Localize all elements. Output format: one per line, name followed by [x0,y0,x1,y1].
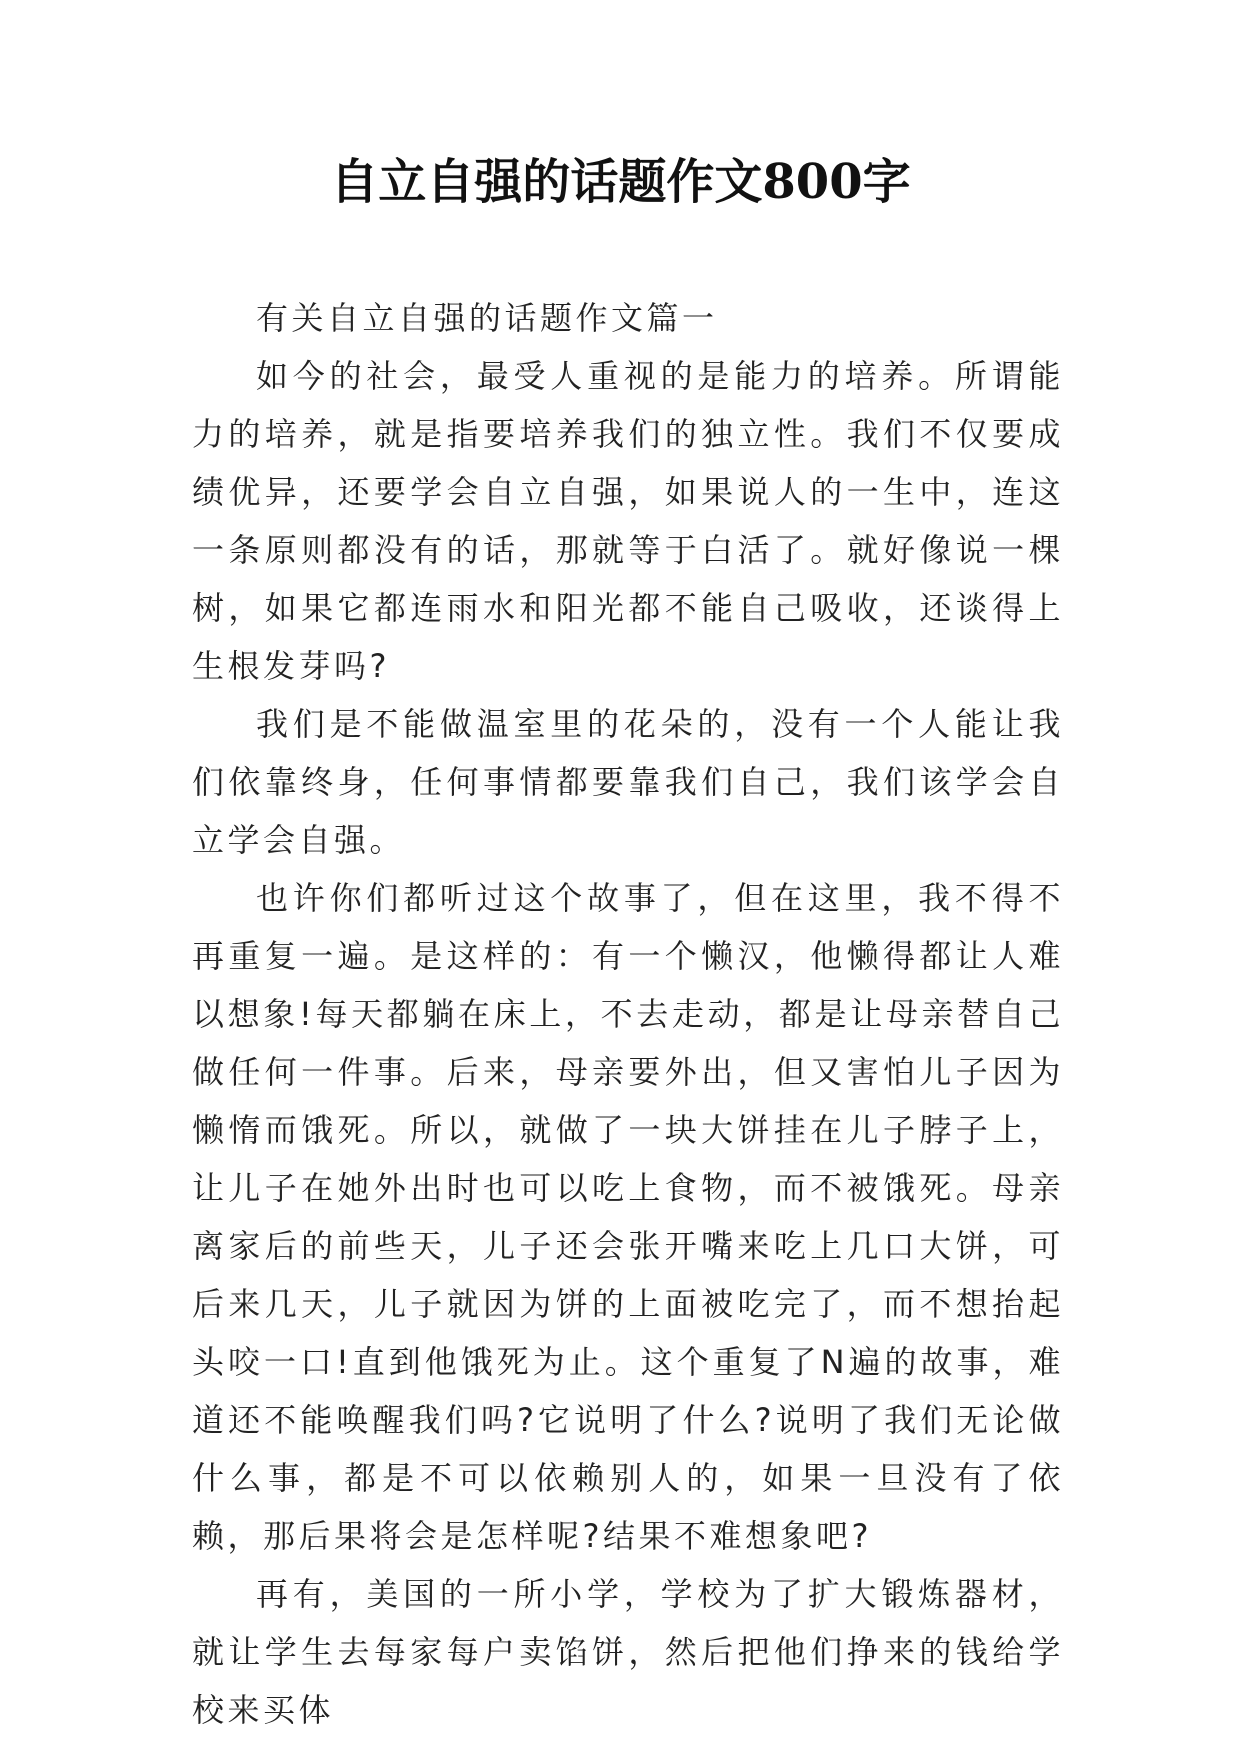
body-paragraph: 也许你们都听过这个故事了，但在这里，我不得不再重复一遍。是这样的：有一个懒汉，他懒得都让人难以想象!每天都躺在床上，不去走动，都是让母亲替自己做任何一件事。后来，母亲要外出，但又害怕儿子因为懒惰而饿死。所以，就做了一块大饼挂在儿子脖子上，让儿子在她外出时也可以吃上食物，而不被饿死。母亲离家后的前些天，儿子还会张开嘴来吃上几口大饼，可后来几天，儿子就因为饼的上面被吃完了，而不想抬起头咬一口!直到他饿死为止。这个重复了N遍的故事，难道还不能唤醒我们吗?它说明了什么?说明了我们无论做什么事，都是不可以依赖别人的，如果一旦没有了依赖，那后果将会是怎样呢?结果不难想象吧? [192,879,1064,1555]
section-heading: 有关自立自强的话题作文篇一 [256,299,718,337]
document-title: 自立自强的话题作文800字 [330,154,911,210]
document-body [192,289,1064,1739]
body-paragraph: 如今的社会，最受人重视的是能力的培养。所谓能力的培养，就是指要培养我们的独立性。我们不仅要成绩优异，还要学会自立自强，如果说人的一生中，连这一条原则都没有的话，那就等于白活了。就好像说一棵树，如果它都连雨水和阳光都不能自己吸收，还谈得上生根发芽吗? [192,357,1064,685]
body-paragraph: 再有，美国的一所小学，学校为了扩大锻炼器材，就让学生去每家每户卖馅饼，然后把他们挣来的钱给学校来买体 [192,1575,1064,1729]
body-paragraph: 我们是不能做温室里的花朵的，没有一个人能让我们依靠终身，任何事情都要靠我们自己，我们该学会自立学会自强。 [192,705,1064,859]
